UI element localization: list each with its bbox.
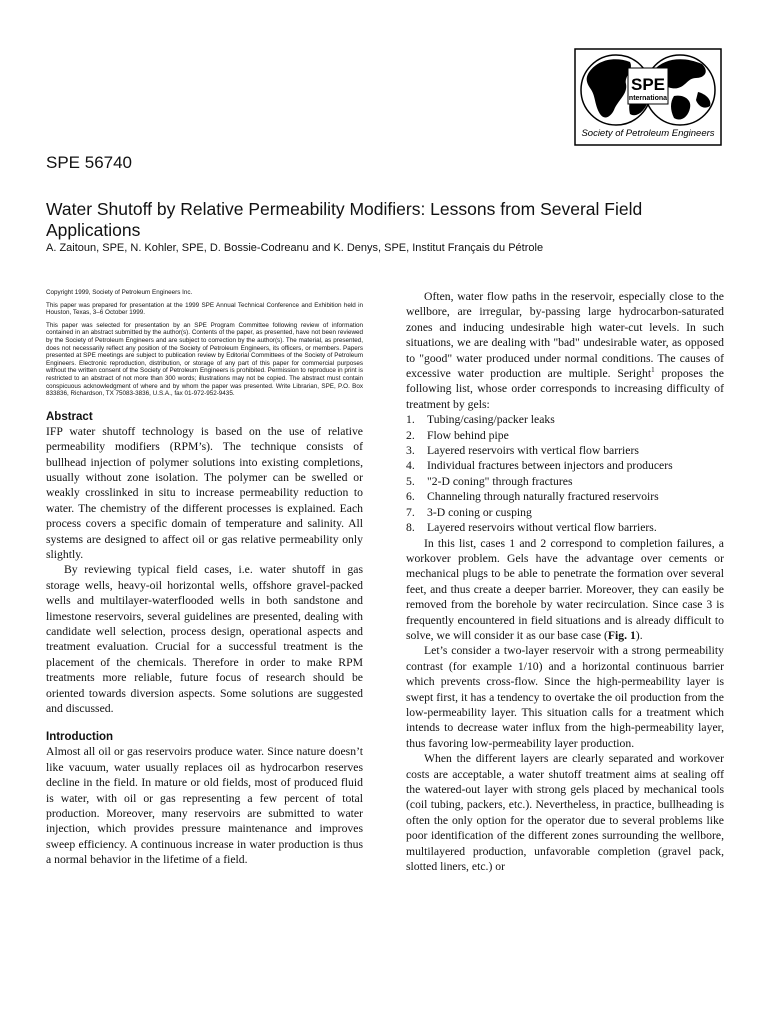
list-item [406,412,724,427]
right-paragraph-4: When the different layers are clearly separated and workover costs are acceptable, a water shutoff treatment aims at sealing off the watered-out layer with strong gels placed by mechanical tools (coil tubing, packers, etc.). Nevertheless, in practice, bullheading is often the only option for the operator due to several problems like poor identification of the different zones surrounding the wellbore, multilayered production, unfavorable completion (gravel pack, slotted liners, etc.) or [406,752,724,874]
list-item-number: 1. [406,413,415,427]
list-item-number: 2. [406,428,415,442]
list-item-number: 3. [406,444,415,458]
presentation-note: This paper was prepared for presentation at the 1999 SPE Annual Technical Conference and Exhibition held in Houston, Texas, 3–6 October 1999. [46,301,363,317]
right-paragraph-2 [406,536,724,644]
right-paragraph-1-text-cont: proposes the following list, whose order corresponds to increasing difficulty of treatment by gels: [406,367,724,411]
list-item [406,520,724,535]
abstract-paragraph-2: By reviewing typical field cases, i.e. water shutoff in gas storage wells, heavy-oil horizontal wells, offshore gravel-packed wells and multilayer-waterflooded wells in both sandstone and limestone reservoirs, several guidelines are presented, dealing with candidate well selection, process design, operational aspects and treatment evaluation. Crucial for a successful treatment is the placement of the chemicals. Therefore in order to make RPM treatments more reliable, future focus of research should be oriented towards diversion aspects. Some solutions are suggested and discussed. [46,563,363,716]
list-item [406,443,724,458]
list-item [406,458,724,473]
list-item-text: 3-D coning or cusping [427,505,532,519]
introduction-heading: Introduction [46,731,114,744]
logo-society: Society of Petroleum Engineers [581,128,715,139]
right-paragraph-2-text: In this list, cases 1 and 2 correspond to completion failures, a workover problem. Gels have the advantage over cements or mechanical plugs to be able to penetrate the formation over several feet, and thus create a deeper barrier. Moreover, they can easily be removed from the borehole by water recirculation. Since case 3 is frequently encountered in field situations and is already difficult to solve, we will consider it as our base case ( [406,536,724,642]
left-column [46,289,363,868]
right-paragraph-1 [406,289,724,412]
figure-reference: Fig. 1 [607,628,636,642]
abstract-heading: Abstract [46,410,93,423]
list-item [406,505,724,520]
authors: A. Zaitoun, SPE, N. Kohler, SPE, D. Bossie-Codreanu and K. Denys, SPE, Institut Français du Pétrole [46,242,544,254]
logo-acronym: SPE [630,75,666,94]
introduction-paragraph-1: Almost all oil or gas reservoirs produce water. Since nature doesn’t like vacuum, water usually replaces oil as hydrocarbon reserves decline in the field. In mature or old fields, most of produced fluid is water, with oil or gas representing a few percent of total production. Moreover, many reservoirs are submitted to water injection, which provides pressure maintenance and improves sweep efficiency. A continuous increase in water production is thus a normal behavior in the lifetime of a field. [46,745,363,867]
list-item-text: Flow behind pipe [427,428,509,442]
abstract-paragraph-1: IFP water shutoff technology is based on the use of relative permeability modifiers (RPM’s). The technique consists of bullhead injection of polymer solutions into existing completions, usually without zone isolation. The polymer can be swelled or weakly crosslinked in situ to increase permeability reduction to water. The chemistry of the different processes is explained. Each process covers a specific domain of temperature and salinity. All systems are designed to affect oil or gas relative permeability only slightly. [46,424,363,561]
list-item-number: 4. [406,459,415,473]
list-item-text: Layered reservoirs without vertical flow barriers. [427,521,657,535]
list-item [406,428,724,443]
right-column [406,289,724,874]
list-item-number: 8. [406,521,415,535]
logo-subtitle: International [626,95,670,102]
right-paragraph-2-text-end: ). [635,628,643,642]
list-item [406,474,724,489]
paper-number: SPE 56740 [46,153,133,172]
list-item-number: 5. [406,474,415,488]
copyright-line: Copyright 1999, Society of Petroleum Engineers Inc. [46,289,193,296]
list-item-text: Layered reservoirs with vertical flow barriers [427,444,639,458]
list-item [406,489,724,504]
paper-title: Water Shutoff by Relative Permeability Modifiers: Lessons from Several Field Applications [46,199,643,240]
list-item-text: "2-D coning" through fractures [427,474,573,488]
water-problem-list [406,412,724,535]
list-item-text: Tubing/casing/packer leaks [427,413,555,427]
list-item-number: 6. [406,490,415,504]
list-item-text: Individual fractures between injectors and producers [427,459,673,473]
list-item-text: Channeling through naturally fractured reservoirs [427,490,659,504]
citation-superscript: 1 [651,366,655,375]
right-paragraph-3: Let’s consider a two-layer reservoir with a strong permeability contrast (for example 1/10) and a horizontal continuous barrier which prevents cross-flow. Since the high-permeability layer is swept first, it has a tendency to overtake the oil production from the low-permeability layer. This situation calls for a treatment which intends to decrease water influx from the high-permeability layer, thus favoring low-permeability layer production. [406,644,724,750]
copyright-notice: This paper was selected for presentation by an SPE Program Committee following review of information contained in an abstract submitted by the author(s). Contents of the paper, as presented, have not been reviewed by the Society of Petroleum Engineers and are subject to correction by the author(s). The material, as presented, does not necessarily reflect any position of the Society of Petroleum Engineers, its officers, or members. Papers presented at SPE meetings are subject to publication review by Editorial Committees of the Society of Petroleum Engineers. Electronic reproduction, distribution, or storage of any part of this paper for commercial purposes without the written consent of the Society of Petroleum Engineers is prohibited. Permission to reproduce in print is restricted to an abstract of not more than 300 words; illustrations may not be copied. The abstract must contain conspicuous acknowledgment of where and by whom the paper was presented. Write Librarian, SPE, P.O. Box 833836, Richardson, TX 75083-3836, U.S.A., fax 01-972-952-9435. [46,321,363,398]
spe-logo [574,48,722,146]
list-item-number: 7. [406,505,415,519]
right-paragraph-1-text: Often, water flow paths in the reservoir, especially close to the wellbore, are irregular, by-passing large hydrocarbon-saturated zones and inducing undesirable high water-cut levels. In such situations, we are dealing with "bad" undesirable water, as opposed to "good" water produced under normal conditions. The causes of excessive water production are multiple. Seright [406,290,724,381]
